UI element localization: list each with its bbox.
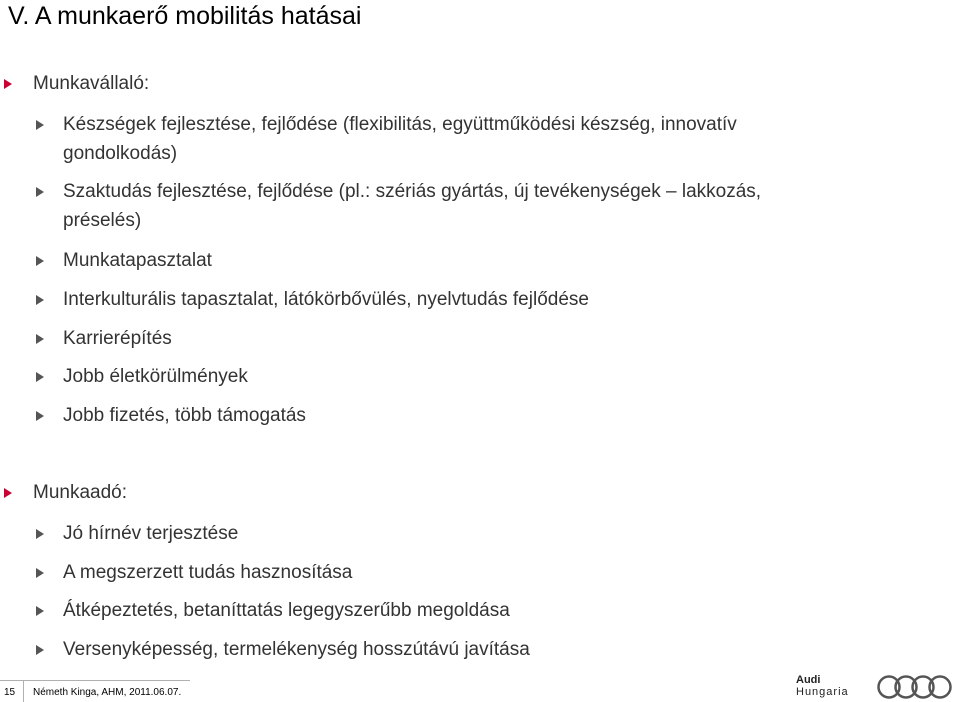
bullet-triangle-icon xyxy=(36,295,44,305)
section-heading: Munkaadó: xyxy=(33,482,128,503)
list-item: Készségek fejlesztése, fejlődése (flexibilitás, együttműködési készség, innovatív xyxy=(63,114,737,135)
footer-divider-vertical xyxy=(23,680,24,702)
bullet-triangle-icon xyxy=(36,606,44,616)
slide-title: V. A munkaerő mobilitás hatásai xyxy=(8,2,362,30)
list-item: Szaktudás fejlesztése, fejlődése (pl.: szériás gyártás, új tevékenységek – lakkozás, xyxy=(63,181,762,202)
list-item-continuation: gondolkodás) xyxy=(63,143,178,164)
bullet-triangle-icon xyxy=(4,79,12,89)
bullet-triangle-icon xyxy=(36,187,44,197)
bullet-triangle-icon xyxy=(36,529,44,539)
list-item: Interkulturális tapasztalat, látókörbővülés, nyelvtudás fejlődése xyxy=(63,289,589,310)
footer-divider xyxy=(0,680,190,681)
list-item: Jobb fizetés, több támogatás xyxy=(63,405,306,426)
bullet-triangle-icon xyxy=(36,372,44,382)
brand-line1: Audi xyxy=(796,674,821,686)
bullet-triangle-icon xyxy=(36,120,44,130)
list-item: Versenyképesség, termelékenység hosszútávú javítása xyxy=(63,639,530,660)
section-heading: Munkavállaló: xyxy=(33,73,150,94)
bullet-triangle-icon xyxy=(36,334,44,344)
bullet-triangle-icon xyxy=(36,645,44,655)
list-item: Jobb életkörülmények xyxy=(63,366,248,387)
bullet-triangle-icon xyxy=(36,568,44,578)
list-item: Munkatapasztalat xyxy=(63,250,212,271)
audi-rings-icon xyxy=(876,674,956,700)
list-item: Jó hírnév terjesztése xyxy=(63,523,239,544)
brand-line2: Hungaria xyxy=(796,686,849,698)
bullet-triangle-icon xyxy=(4,488,12,498)
list-item: A megszerzett tudás hasznosítása xyxy=(63,562,353,583)
brand-name xyxy=(796,674,849,698)
bullet-triangle-icon xyxy=(36,411,44,421)
footer-text: Németh Kinga, AHM, 2011.06.07. xyxy=(33,687,182,698)
page-number: 15 xyxy=(4,687,16,698)
list-item: Karrierépítés xyxy=(63,328,172,349)
bullet-triangle-icon xyxy=(36,256,44,266)
list-item: Átképeztetés, betaníttatás legegyszerűbb megoldása xyxy=(63,600,510,621)
list-item-continuation: préselés) xyxy=(63,210,142,231)
